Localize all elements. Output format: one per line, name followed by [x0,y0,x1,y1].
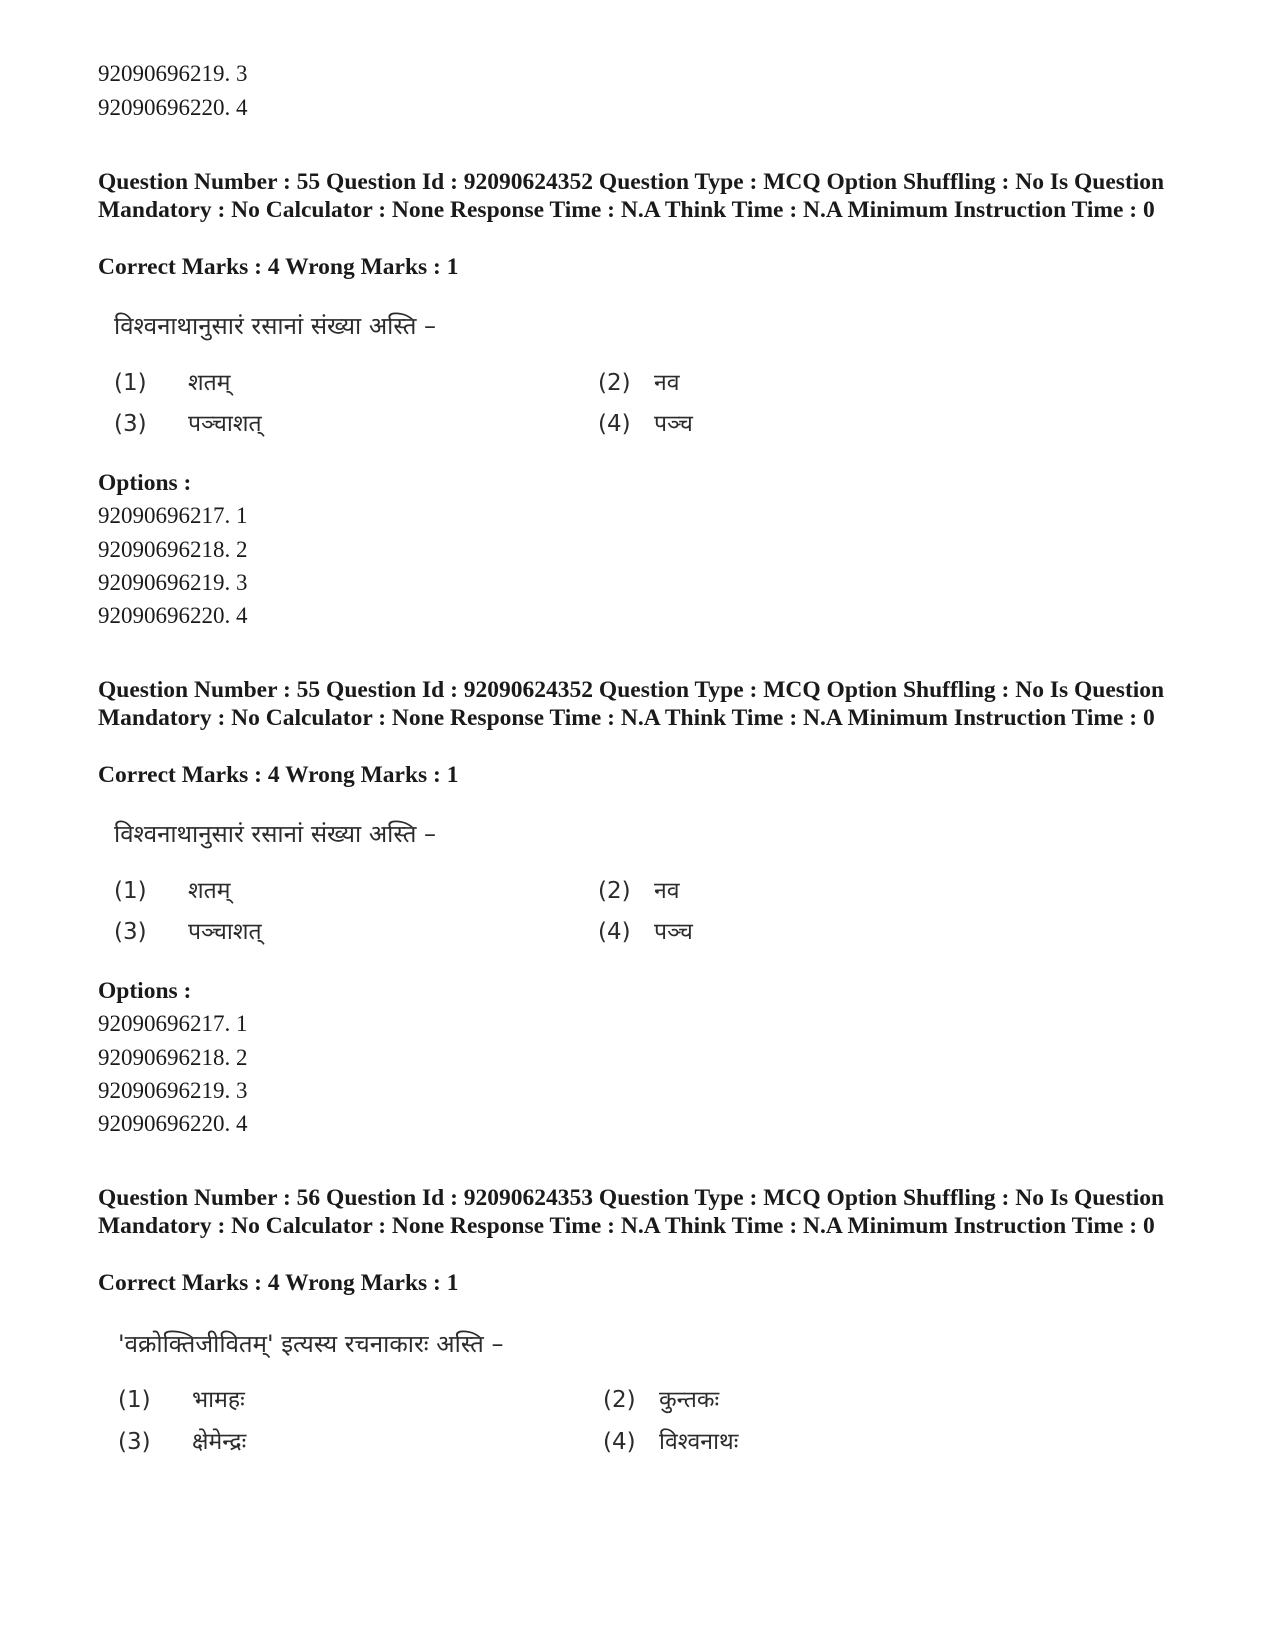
choice-number: (1) [114,370,147,396]
choice-text: नव [654,370,680,396]
question-meta: Question Number : 55 Question Id : 92090624352 Question Type : MCQ Option Shuffling : No Is Question Mandatory : No Calculator : None Response Time : N.A Think Time : N.A Minimum Instruction Time : 0 [98,677,1165,731]
choice-2 [598,873,680,905]
choice-number: (1) [118,1387,151,1413]
choice-3 [118,1424,246,1456]
choice-text: कुन्तकः [659,1387,720,1413]
choice-number: (3) [118,1429,151,1455]
question-meta: Question Number : 56 Question Id : 92090624353 Question Type : MCQ Option Shuffling : No Is Question Mandatory : No Calculator : None Response Time : N.A Think Time : N.A Minimum Instruction Time : 0 [98,1185,1165,1239]
choice-text: नव [654,878,680,904]
option-line: 92090696220. 4 [98,603,248,628]
choice-4 [598,914,693,946]
question-stem: 'वक्रोक्तिजीवितम्' इत्यस्य रचनाकारः अस्ति – [118,1330,504,1358]
choice-4 [598,406,693,438]
choice-2 [603,1382,719,1414]
choice-number: (3) [114,919,147,945]
choice-text: शतम् [188,370,231,396]
question-marks: Correct Marks : 4 Wrong Marks : 1 [98,1270,459,1296]
options-label: Options : [98,470,192,496]
question-meta: Question Number : 55 Question Id : 92090624352 Question Type : MCQ Option Shuffling : No Is Question Mandatory : No Calculator : None Response Time : N.A Think Time : N.A Minimum Instruction Time : 0 [98,169,1165,223]
question-stem: विश्वनाथानुसारं रसानां संख्या अस्ति – [114,820,437,848]
choice-3 [114,914,262,946]
question-marks: Correct Marks : 4 Wrong Marks : 1 [98,254,459,280]
choice-text: शतम् [188,878,231,904]
choice-text: भामहः [192,1387,245,1413]
choice-number: (2) [598,878,631,904]
choice-text: पञ्च [654,919,693,945]
choice-number: (3) [114,411,147,437]
choice-text: पञ्चाशत् [188,411,262,437]
choice-number: (4) [603,1429,636,1455]
option-line: 92090696219. 3 [98,1078,248,1103]
choice-text: पञ्च [654,411,693,437]
question-stem: विश्वनाथानुसारं रसानां संख्या अस्ति – [114,312,437,340]
choice-2 [598,365,680,397]
choice-number: (1) [114,878,147,904]
question-marks: Correct Marks : 4 Wrong Marks : 1 [98,762,459,788]
choice-text: विश्वनाथः [659,1429,739,1455]
choice-1 [114,873,231,905]
choice-text: क्षेमेन्द्रः [192,1429,247,1455]
choice-number: (2) [603,1387,636,1413]
option-line: 92090696219. 3 [98,570,248,595]
choice-1 [114,365,231,397]
option-line: 92090696218. 2 [98,1045,248,1070]
options-label: Options : [98,978,192,1004]
choice-number: (4) [598,919,631,945]
option-line: 92090696217. 1 [98,1011,248,1036]
option-line: 92090696219. 3 [98,61,248,86]
choice-text: पञ्चाशत् [188,919,262,945]
choice-1 [118,1382,245,1414]
option-line: 92090696218. 2 [98,537,248,562]
choice-number: (2) [598,370,631,396]
choice-number: (4) [598,411,631,437]
option-line: 92090696217. 1 [98,503,248,528]
option-line: 92090696220. 4 [98,95,248,120]
option-line: 92090696220. 4 [98,1111,248,1136]
choice-3 [114,406,262,438]
choice-4 [603,1424,738,1456]
